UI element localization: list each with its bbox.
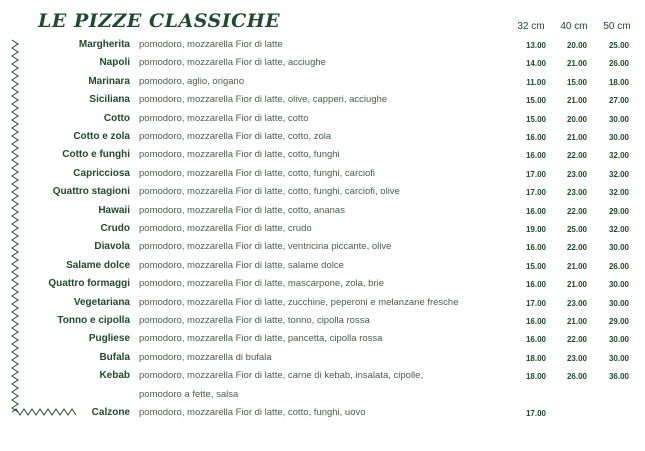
price-50cm: 30.00 bbox=[608, 243, 630, 253]
price-40cm: 22.00 bbox=[566, 151, 588, 161]
price-50cm: 32.00 bbox=[608, 188, 630, 198]
pizza-name: Margherita bbox=[78, 39, 130, 50]
price-40cm: 23.00 bbox=[566, 353, 588, 363]
price-32cm: 19.00 bbox=[525, 225, 547, 234]
pizza-name: Tonno e cipolla bbox=[57, 315, 130, 326]
price-40cm: 26.00 bbox=[566, 372, 588, 382]
pizza-name: Salame dolce bbox=[66, 259, 130, 271]
pizza-row bbox=[0, 166, 645, 184]
price-40cm: 21.00 bbox=[566, 317, 588, 326]
price-40cm: 21.00 bbox=[566, 59, 588, 69]
pizza-row bbox=[0, 295, 645, 313]
pizza-ingredients: pomodoro, mozzarella Fior di latte, cotto, funghi, carciofi, olive bbox=[139, 186, 400, 198]
price-50cm: 26.00 bbox=[608, 261, 630, 271]
price-32cm: 16.00 bbox=[525, 280, 547, 290]
pizza-name: Napoli bbox=[99, 57, 130, 69]
price-32cm: 16.00 bbox=[525, 335, 547, 345]
pizza-name: Crudo bbox=[100, 223, 130, 234]
pizza-ingredients: pomodoro, mozzarella Fior di latte, cotto, zola bbox=[139, 131, 332, 142]
pizza-ingredients: pomodoro, mozzarella Fior di latte, cotto, funghi, carciofi bbox=[139, 167, 376, 179]
pizza-name: Quattro stagioni bbox=[52, 186, 130, 198]
pizza-ingredients: pomodoro, mozzarella Fior di latte bbox=[139, 39, 283, 50]
pizza-ingredients: pomodoro, mozzarella Fior di latte, tonno, cipolla rossa bbox=[139, 315, 370, 326]
price-40cm: 21.00 bbox=[566, 96, 588, 106]
price-40cm: 23.00 bbox=[566, 169, 588, 179]
price-40cm: 21.00 bbox=[566, 133, 588, 142]
price-32cm: 16.00 bbox=[525, 133, 547, 142]
pizza-ingredients: pomodoro, mozzarella Fior di latte, crudo bbox=[139, 223, 312, 234]
pizza-ingredients: pomodoro, mozzarella Fior di latte, salame dolce bbox=[139, 259, 344, 271]
pizza-row bbox=[0, 184, 645, 202]
price-40cm: 22.00 bbox=[566, 243, 588, 253]
pizza-name: Hawaii bbox=[98, 204, 130, 216]
pizza-name: Vegetariana bbox=[73, 296, 130, 308]
pizza-row bbox=[0, 405, 645, 423]
price-32cm: 15.00 bbox=[525, 96, 547, 106]
price-40cm: 22.00 bbox=[566, 335, 588, 345]
pizza-row bbox=[0, 55, 645, 73]
price-50cm: 26.00 bbox=[608, 59, 630, 69]
price-50cm: 32.00 bbox=[608, 225, 630, 234]
size-label-large: 50 cm bbox=[603, 21, 631, 32]
pizza-ingredients: pomodoro, mozzarella Fior di latte, cotto, ananas bbox=[139, 204, 345, 216]
pizza-name: Pugliese bbox=[88, 333, 130, 345]
price-40cm: 23.00 bbox=[566, 298, 588, 308]
pizza-row bbox=[0, 331, 645, 349]
price-32cm: 15.00 bbox=[525, 261, 547, 271]
price-50cm: 27.00 bbox=[608, 96, 630, 106]
pizza-name: Kebab bbox=[99, 370, 130, 382]
price-40cm: 21.00 bbox=[566, 261, 588, 271]
pizza-ingredients: pomodoro, mozzarella Fior di latte, cotto, funghi bbox=[139, 149, 340, 161]
pizza-ingredients: pomodoro, mozzarella Fior di latte, cotto, funghi, uovo bbox=[139, 407, 366, 418]
pizza-name: Calzone bbox=[91, 407, 130, 418]
price-50cm: 29.00 bbox=[608, 206, 630, 216]
price-32cm: 18.00 bbox=[525, 353, 547, 363]
price-32cm: 17.00 bbox=[525, 169, 547, 179]
pizza-row bbox=[0, 203, 645, 221]
size-label-medium: 40 cm bbox=[560, 21, 588, 32]
pizza-ingredients: pomodoro, mozzarella Fior di latte, carne di kebab, insalata, cipolle, bbox=[139, 370, 424, 382]
pizza-row bbox=[0, 74, 645, 92]
price-50cm: 36.00 bbox=[608, 372, 630, 382]
pizza-ingredients: pomodoro, mozzarella di bufala bbox=[139, 351, 272, 363]
pizza-row bbox=[0, 276, 645, 294]
pizza-name: Bufala bbox=[99, 351, 130, 363]
pizza-name: Siciliana bbox=[89, 94, 130, 106]
pizza-name: Marinara bbox=[88, 75, 130, 87]
price-32cm: 18.00 bbox=[525, 372, 547, 382]
pizza-row bbox=[0, 129, 645, 147]
pizza-name: Cotto bbox=[103, 112, 130, 124]
pizza-row bbox=[0, 313, 645, 331]
price-32cm: 14.00 bbox=[525, 59, 547, 69]
price-50cm: 30.00 bbox=[608, 353, 630, 363]
price-50cm: 25.00 bbox=[608, 41, 630, 50]
price-32cm: 16.00 bbox=[525, 151, 547, 161]
price-32cm: 13.00 bbox=[525, 41, 547, 50]
price-32cm: 16.00 bbox=[525, 317, 547, 326]
pizza-name: Diavola bbox=[94, 241, 130, 253]
pizza-row bbox=[0, 368, 645, 386]
price-32cm: 17.00 bbox=[525, 298, 547, 308]
pizza-name: Cotto e zola bbox=[73, 131, 130, 142]
pizza-row bbox=[0, 258, 645, 276]
price-32cm: 16.00 bbox=[525, 206, 547, 216]
pizza-row bbox=[0, 92, 645, 110]
pizza-row bbox=[0, 111, 645, 129]
pizza-ingredients: pomodoro, mozzarella Fior di latte, zucchine, peperoni e melanzane fresche bbox=[139, 296, 459, 308]
price-32cm: 17.00 bbox=[525, 409, 547, 418]
size-label-small: 32 cm bbox=[517, 21, 545, 32]
price-32cm: 15.00 bbox=[525, 114, 547, 124]
pizza-row bbox=[0, 350, 645, 368]
price-32cm: 11.00 bbox=[526, 77, 546, 87]
price-40cm: 21.00 bbox=[566, 280, 588, 290]
price-40cm: 23.00 bbox=[566, 188, 588, 198]
price-32cm: 17.00 bbox=[525, 188, 547, 198]
pizza-row bbox=[0, 387, 645, 405]
price-50cm: 29.00 bbox=[608, 317, 630, 326]
pizza-ingredients: pomodoro, mozzarella Fior di latte, pancetta, cipolla rossa bbox=[139, 333, 383, 345]
price-50cm: 32.00 bbox=[608, 151, 630, 161]
pizza-name: Cotto e funghi bbox=[62, 149, 130, 161]
pizza-row bbox=[0, 37, 645, 55]
size-header bbox=[0, 21, 645, 35]
price-40cm: 15.00 bbox=[566, 77, 588, 87]
price-40cm: 20.00 bbox=[566, 41, 588, 50]
pizza-ingredients: pomodoro, mozzarella Fior di latte, cotto bbox=[139, 112, 309, 124]
pizza-ingredients: pomodoro, mozzarella Fior di latte, mascarpone, zola, brie bbox=[139, 278, 385, 290]
pizza-name: Capricciosa bbox=[73, 167, 130, 179]
price-50cm: 30.00 bbox=[608, 133, 630, 142]
pizza-ingredients: pomodoro a fette, salsa bbox=[139, 388, 239, 400]
price-50cm: 32.00 bbox=[608, 169, 630, 179]
pizza-ingredients: pomodoro, mozzarella Fior di latte, olive, capperi, acciughe bbox=[139, 94, 388, 106]
price-40cm: 20.00 bbox=[566, 114, 588, 124]
price-50cm: 18.00 bbox=[608, 77, 630, 87]
price-32cm: 16.00 bbox=[525, 243, 547, 253]
price-50cm: 30.00 bbox=[608, 280, 630, 290]
price-50cm: 30.00 bbox=[608, 298, 630, 308]
price-40cm: 22.00 bbox=[566, 206, 588, 216]
pizza-ingredients: pomodoro, mozzarella Fior di latte, acciughe bbox=[139, 57, 326, 69]
pizza-ingredients: pomodoro, aglio, origano bbox=[139, 75, 245, 87]
pizza-ingredients: pomodoro, mozzarella Fior di latte, ventricina piccante, olive bbox=[139, 241, 392, 253]
pizza-name: Quattro formaggi bbox=[48, 278, 130, 290]
pizza-row bbox=[0, 147, 645, 165]
menu-title: LE PIZZE CLASSICHE bbox=[38, 10, 281, 32]
price-50cm: 30.00 bbox=[608, 335, 630, 345]
pizza-row bbox=[0, 221, 645, 239]
pizza-row bbox=[0, 239, 645, 257]
price-40cm: 25.00 bbox=[566, 225, 588, 234]
price-50cm: 30.00 bbox=[608, 114, 630, 124]
